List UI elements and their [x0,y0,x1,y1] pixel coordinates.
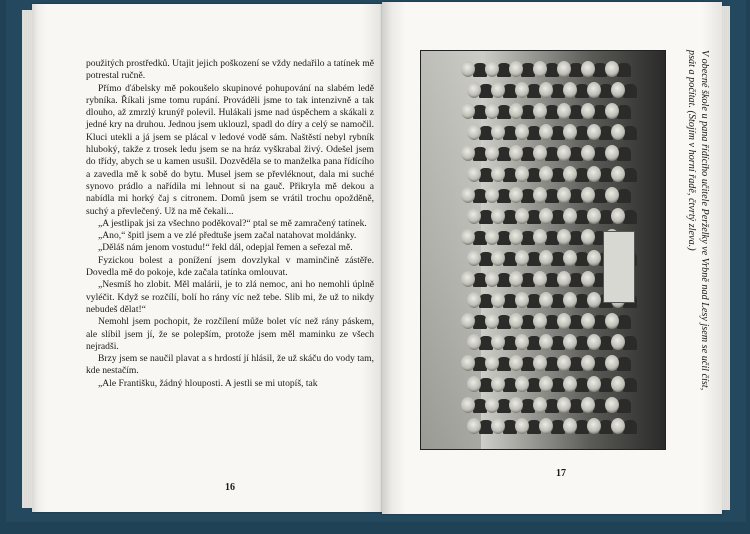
person-head [461,271,475,287]
person-head [467,418,481,434]
person-head [533,145,547,161]
person-head [557,271,571,287]
person-head [491,250,505,266]
person-head [539,82,553,98]
paragraph: „A jestlipak jsi za všechno poděkoval?“ ptal se mě zamračený tatínek. [98,217,367,229]
person-head [563,376,577,392]
person-head [515,250,529,266]
person-head [539,208,553,224]
paragraph: použitých prostředků. Utajit jejich poškození se vždy nedařilo a tatínek mě potrestal ručně. [86,58,374,82]
person-head [515,82,529,98]
paragraph: Fyzickou bolest a ponížení jsem dovzlykal v maminčině zástěře. Dovedla mě do pokoje, kde začala tatínka omlouvat. [86,254,374,279]
person-head [587,418,601,434]
person-head [461,355,475,371]
person-head [539,124,553,140]
paragraph: Přímo ďábelsky mě pokoušelo skupinové pohupování na slabém ledě rybníka. Říkali jsme tomu rupání. Prováděli jsme to tak intenzivně a tak dlouho, až zmrzlý krunýř polevil. Hulákali jsme nad úspěchem a skákali z jedné kry na druhou. Jednou jsem uklouzl, spadl do díry a celý se namočil. Kluci utekli a já jsem se plácal v ledové vodě sám. Naštěstí nebyl rybník hluboký, takže z trosek ledu jsem se na hráz vyškrabal živý. Odešel jsem do třídy, abych se u kamen usušil. Dozvěděla se to manželka pana řídícího a zavedla mě k sobě do bytu. Musel jsem se převléknout, dala mi suché synovo prádlo a nařídila mi lehnout si na gauč. Přikryla mě dekou a nabídla mi horký čaj s citronem. Domů jsem se vrátil trochu opožděně, suchý a převlečený. Už na mě čekali... [86,82,374,217]
person-body [617,105,631,119]
person-body [617,189,631,203]
photo-caption [670,50,710,448]
person-head [563,124,577,140]
person-head [491,418,505,434]
person-head [587,82,601,98]
person-body [623,126,637,140]
person-body [623,168,637,182]
person-head [557,397,571,413]
person-head [461,397,475,413]
person-body [617,147,631,161]
left-page [32,4,382,512]
person-head [557,187,571,203]
person-body [617,315,631,329]
person-head [509,397,523,413]
person-head [509,313,523,329]
person-head [515,124,529,140]
person-head [485,397,499,413]
person-head [581,355,595,371]
person-head [563,334,577,350]
person-head [533,187,547,203]
person-head [605,355,619,371]
person-head [485,145,499,161]
person-head [605,187,619,203]
person-head [491,82,505,98]
person-head [605,397,619,413]
person-head [539,250,553,266]
person-body [623,420,637,434]
person-body [617,357,631,371]
person-head [491,124,505,140]
page-number-left: 16 [225,482,235,493]
person-head [467,208,481,224]
person-head [485,61,499,77]
person-head [491,376,505,392]
caption-text [685,50,710,448]
person-head [587,124,601,140]
person-head [491,166,505,182]
person-head [485,313,499,329]
right-page [382,2,722,514]
left-page-text [86,58,374,390]
person-head [563,292,577,308]
person-head [491,334,505,350]
person-head [467,82,481,98]
person-head [611,334,625,350]
person-head [485,187,499,203]
person-head [563,166,577,182]
person-head [587,166,601,182]
person-head [485,229,499,245]
person-head [557,313,571,329]
person-head [563,418,577,434]
person-head [557,61,571,77]
person-head [611,208,625,224]
person-head [461,187,475,203]
person-head [467,124,481,140]
person-head [539,166,553,182]
person-head [485,271,499,287]
photo-sign-board [603,231,635,303]
person-head [533,271,547,287]
person-head [509,103,523,119]
person-head [587,376,601,392]
person-head [533,313,547,329]
person-head [611,124,625,140]
person-head [533,397,547,413]
person-head [587,292,601,308]
person-head [581,229,595,245]
person-head [509,355,523,371]
person-head [533,355,547,371]
person-head [581,397,595,413]
person-head [515,334,529,350]
person-head [509,271,523,287]
class-photo-icon [420,50,666,450]
person-head [461,103,475,119]
person-head [461,145,475,161]
person-head [515,418,529,434]
person-head [515,376,529,392]
caption-line: V obecné škole u pana řídícího učitele Perželky ve Vrbně nad Lesy jsem se učil číst, [699,50,710,391]
paragraph: „Děláš nám jenom vostudu!“ řekl dál, odepjal řemen a seřezal mě. [98,242,353,254]
person-head [563,250,577,266]
person-head [563,82,577,98]
person-body [623,210,637,224]
person-head [491,292,505,308]
paragraph: „Ale Františku, žádný hlouposti. A jestli se mi utopíš, tak [98,377,318,389]
person-head [509,229,523,245]
person-head [539,418,553,434]
person-head [467,292,481,308]
person-head [539,376,553,392]
person-head [605,313,619,329]
person-head [563,208,577,224]
person-head [587,208,601,224]
person-head [491,208,505,224]
person-head [581,271,595,287]
person-head [611,376,625,392]
person-head [557,103,571,119]
person-head [533,103,547,119]
person-head [581,145,595,161]
person-head [509,61,523,77]
person-head [515,208,529,224]
person-body [617,399,631,413]
paragraph: „Nesmíš ho zlobit. Měl malárii, je to zlá nemoc, ani ho nemohli úplně vyléčit. Když se rozčílí, bolí ho rány víc než tebe. Slib mi, že už to nikdy nebudeš dělat!“ [86,279,374,315]
person-head [461,313,475,329]
person-head [461,229,475,245]
person-head [467,376,481,392]
person-head [509,187,523,203]
person-head [557,355,571,371]
person-head [581,61,595,77]
person-head [581,313,595,329]
person-head [467,166,481,182]
person-head [587,250,601,266]
person-head [587,334,601,350]
paragraph: „Ano,“ špitl jsem a ve zlé předtuše jsem začal natahovat moldánky. [98,230,357,242]
person-head [485,103,499,119]
person-head [581,103,595,119]
person-head [539,334,553,350]
person-body [623,378,637,392]
person-head [509,145,523,161]
page-number-right: 17 [556,468,566,479]
person-head [605,61,619,77]
person-head [611,166,625,182]
person-head [557,229,571,245]
paragraph: Brzy jsem se naučil plavat a s hrdostí jí hlásil, že už skáču do vody tam, kde nestačím. [86,353,374,377]
person-body [617,63,631,77]
person-head [557,145,571,161]
paragraph: Nemohl jsem pochopit, že rozčílení může bolet víc než rány páskem, ale slíbil jsem jí, že se polepším, protože jsem měl maminku ze všech nejradši. [86,316,374,352]
person-head [605,145,619,161]
person-head [533,229,547,245]
person-head [611,418,625,434]
person-head [467,334,481,350]
person-body [623,84,637,98]
person-head [485,355,499,371]
person-head [461,61,475,77]
person-head [467,250,481,266]
caption-line: psát a počítat. (Stojím v horní řadě, čtvrtý zleva.) [686,50,698,251]
person-head [581,187,595,203]
person-head [539,292,553,308]
person-head [605,103,619,119]
person-head [611,82,625,98]
person-head [515,292,529,308]
person-head [533,61,547,77]
person-head [515,166,529,182]
person-body [623,336,637,350]
